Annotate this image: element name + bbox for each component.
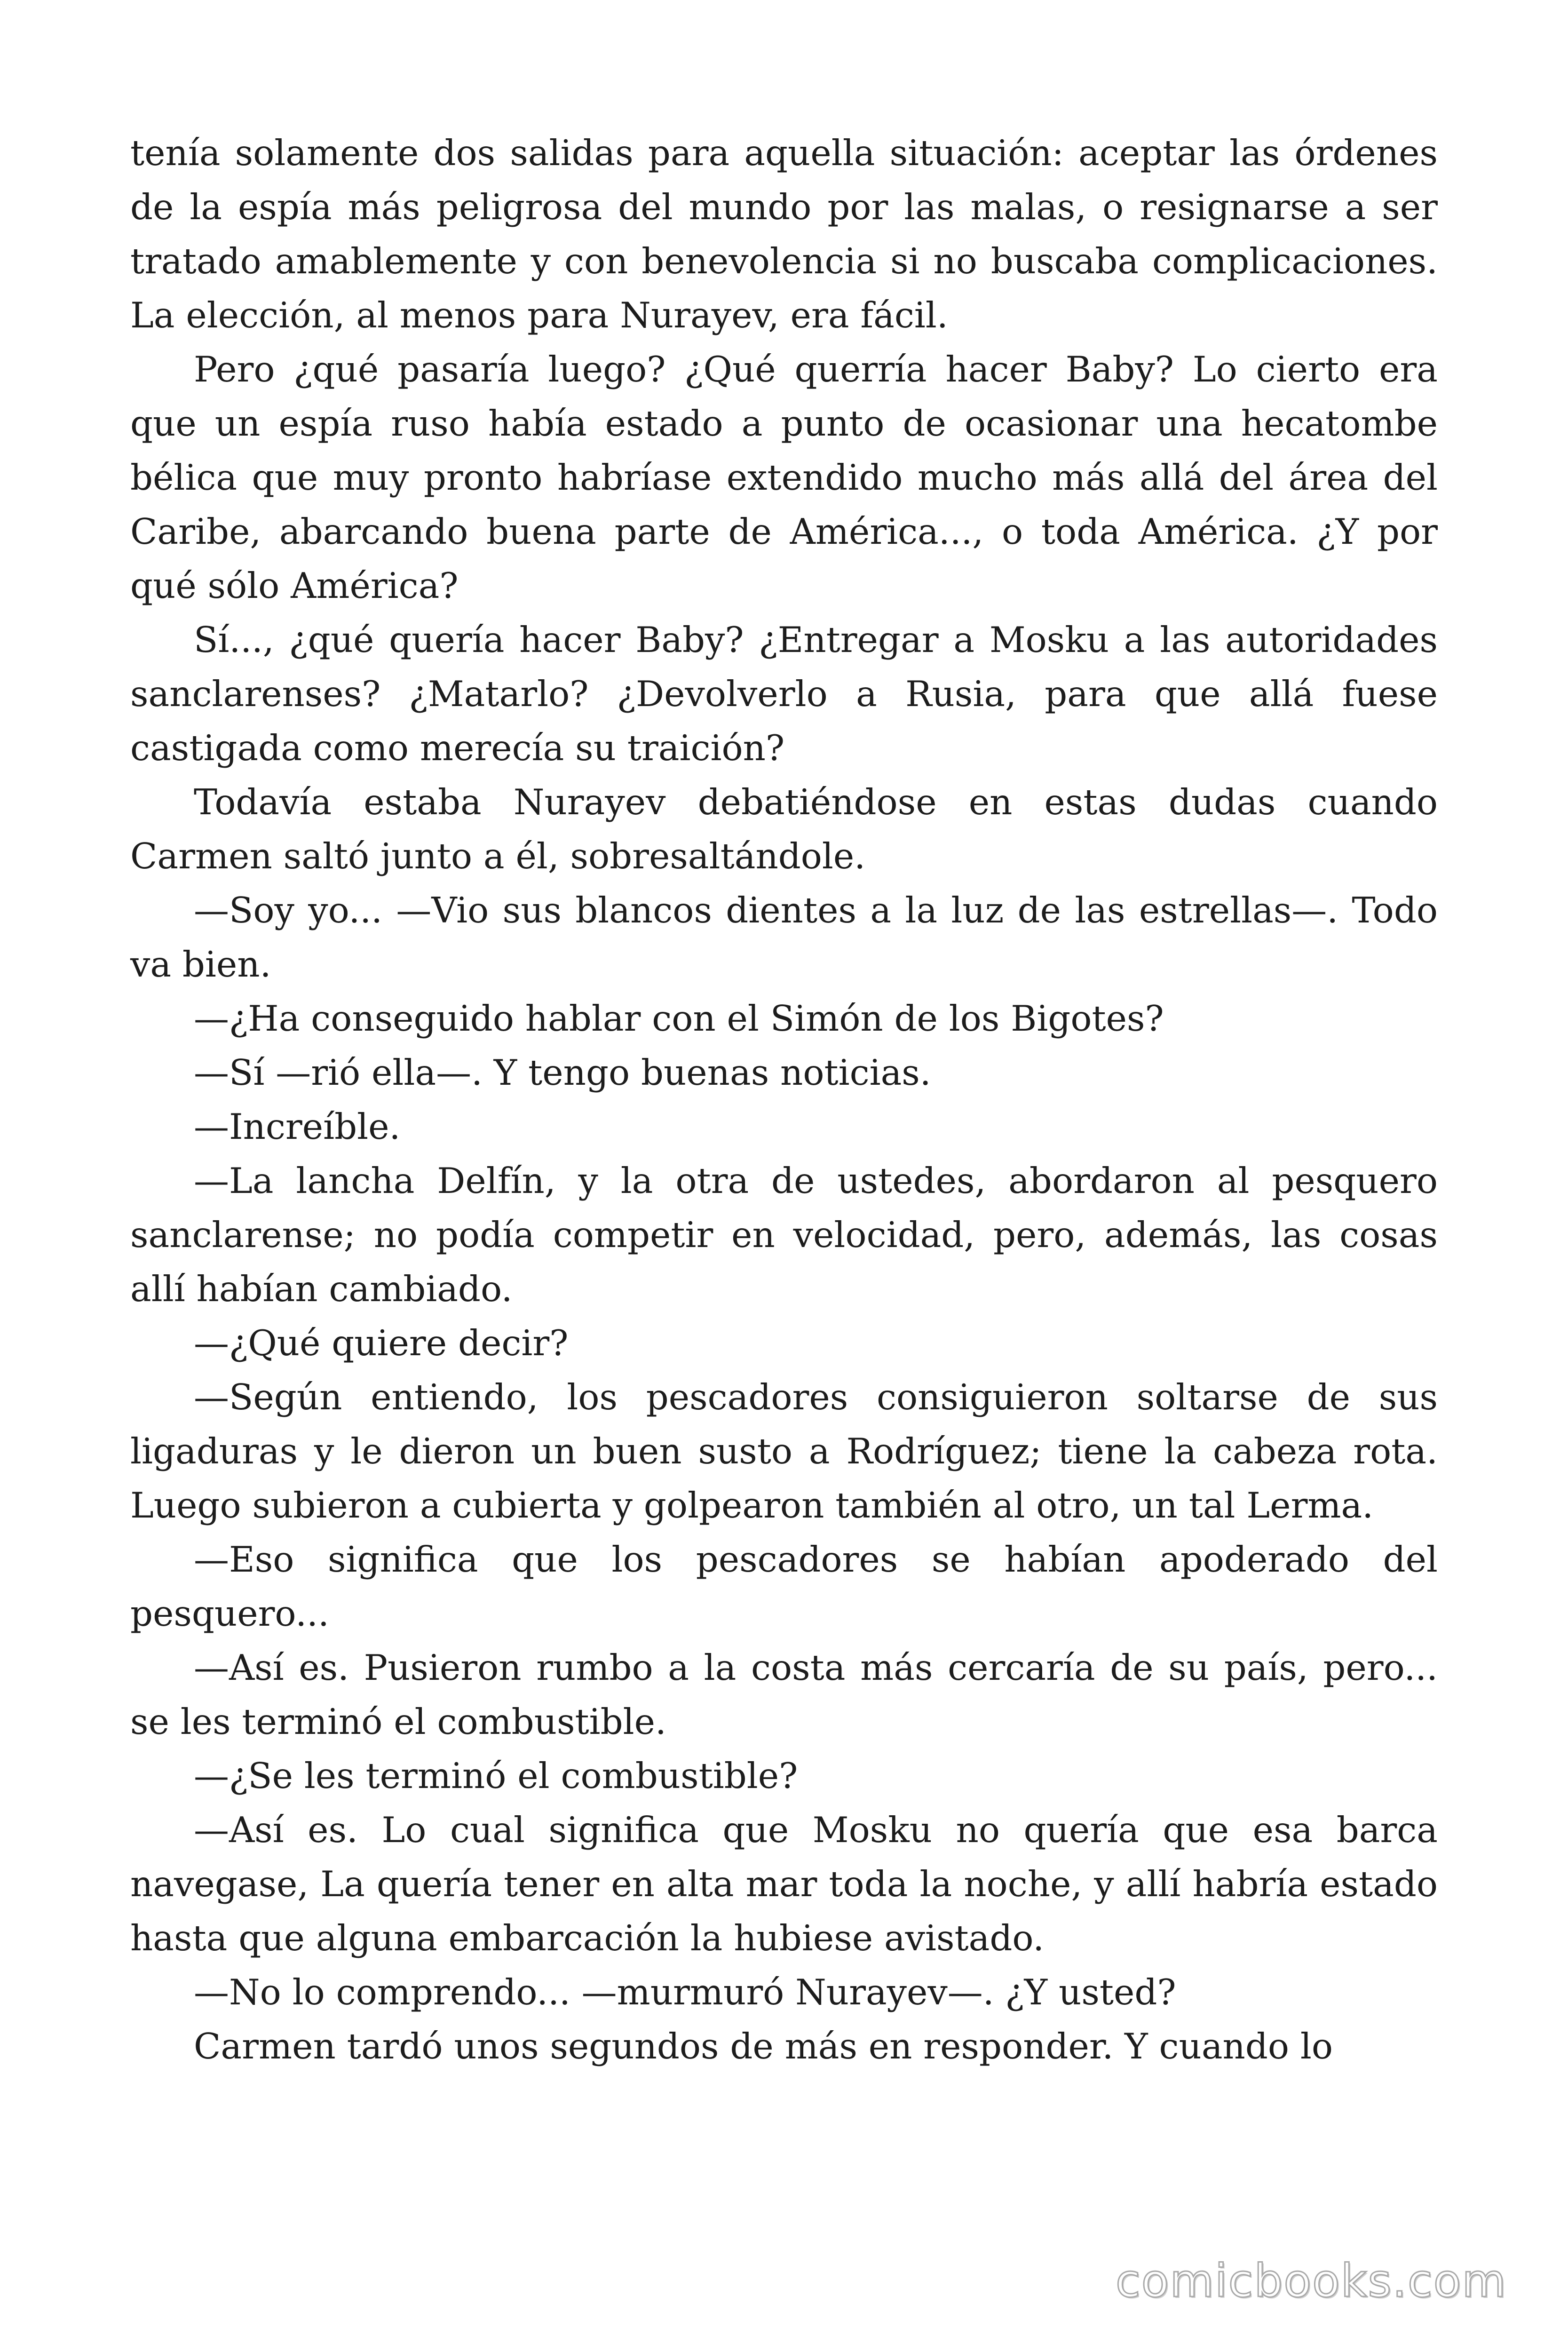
- book-page-text: [130, 126, 1438, 2074]
- dialogue-line: —Eso significa que los pescadores se habían apoderado del pesquero...: [130, 1539, 1438, 1634]
- dialogue-line: —Así es. Pusieron rumbo a la costa más cercaría de su país, pero... se les terminó el combustible.: [130, 1647, 1438, 1742]
- paragraph: Sí..., ¿qué quería hacer Baby? ¿Entregar a Mosku a las autoridades sanclarenses? ¿Matarlo? ¿Devolverlo a Rusia, para que allá fuese castigada como merecía su traición?: [130, 619, 1438, 769]
- dialogue-line: —No lo comprendo... —murmuró Nurayev—. ¿Y usted?: [194, 1971, 1176, 2013]
- dialogue-line: —Según entiendo, los pescadores consiguieron soltarse de sus ligaduras y le dieron un buen susto a Rodríguez; tiene la cabeza rota. Luego subieron a cubierta y golpearon también al otro, un tal Lerma.: [130, 1376, 1438, 1526]
- dialogue-line: —Soy yo... —Vio sus blancos dientes a la luz de las estrellas—. Todo va bien.: [130, 890, 1438, 985]
- paragraph: Todavía estaba Nurayev debatiéndose en estas dudas cuando Carmen saltó junto a él, sobresaltándole.: [130, 781, 1438, 877]
- paragraph: tenía solamente dos salidas para aquella situación: aceptar las órdenes de la espía más peligrosa del mundo por las malas, o resignarse a ser tratado amablemente y con benevolencia si no buscaba complicaciones. La elección, al menos para Nurayev, era fácil.: [130, 132, 1438, 336]
- dialogue-line: —¿Qué quiere decir?: [194, 1322, 569, 1364]
- dialogue-line: —La lancha Delfín, y la otra de ustedes, abordaron al pesquero sanclarense; no podía competir en velocidad, pero, además, las cosas allí habían cambiado.: [130, 1160, 1438, 1310]
- watermark-logo: comicbooks.com: [1115, 2255, 1507, 2307]
- dialogue-line: —¿Se les terminó el combustible?: [194, 1755, 798, 1796]
- dialogue-line: —Así es. Lo cual significa que Mosku no quería que esa barca navegase, La quería tener en alta mar toda la noche, y allí habría estado hasta que alguna embarcación la hubiese avistado.: [130, 1809, 1438, 1959]
- paragraph: Pero ¿qué pasaría luego? ¿Qué querría hacer Baby? Lo cierto era que un espía ruso había estado a punto de ocasionar una hecatombe bélica que muy pronto habríase extendido mucho más allá del área del Caribe, abarcando buena parte de América..., o toda América. ¿Y por qué sólo América?: [130, 349, 1438, 606]
- paragraph: Carmen tardó unos segundos de más en responder. Y cuando lo: [194, 2026, 1333, 2067]
- dialogue-line: —Sí —rió ella—. Y tengo buenas noticias.: [194, 1052, 931, 1093]
- dialogue-line: —¿Ha conseguido hablar con el Simón de los Bigotes?: [194, 998, 1164, 1039]
- dialogue-line: —Increíble.: [194, 1106, 401, 1147]
